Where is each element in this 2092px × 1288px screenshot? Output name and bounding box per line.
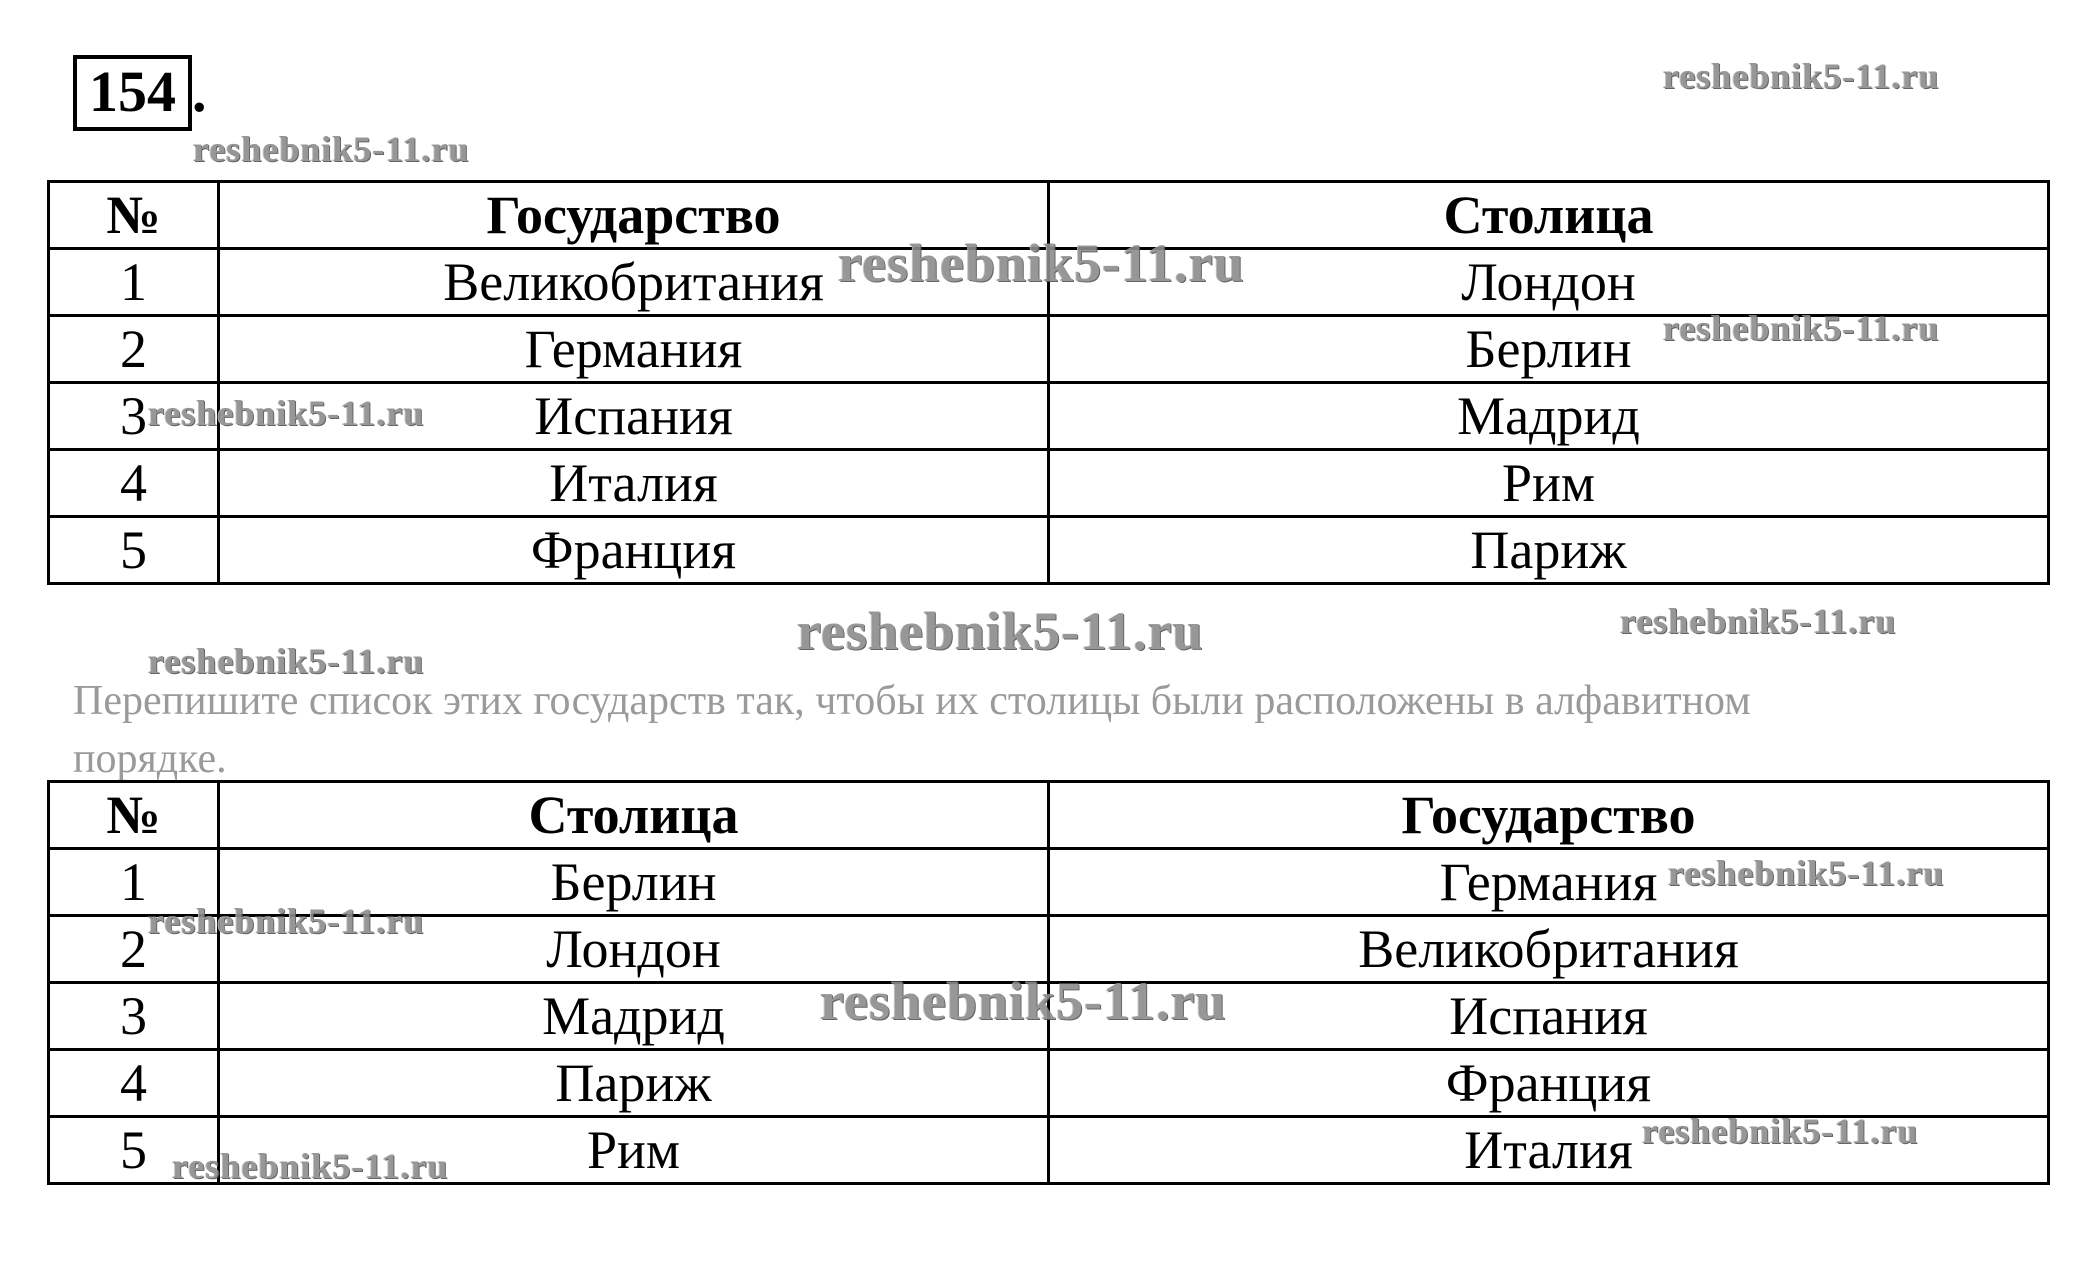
watermark: reshebnik5-11.ru [148, 901, 425, 941]
watermark: reshebnik5-11.ru [797, 601, 1204, 661]
header-capital: Столица [1049, 182, 2049, 249]
header-number: № [49, 182, 219, 249]
row-capital: Рим [219, 1117, 1049, 1184]
row-country: Испания [1049, 983, 2049, 1050]
row-country: Испания [219, 383, 1049, 450]
task-number-value: 154 [89, 59, 176, 124]
task-number-box [73, 55, 192, 131]
header-capital: Столица [219, 782, 1049, 849]
watermark: reshebnik5-11.ru [1642, 1111, 1919, 1151]
row-number: 1 [49, 249, 219, 316]
row-country: Великобритания [219, 249, 1049, 316]
row-country: Германия [219, 316, 1049, 383]
instruction-text: Перепишите список этих государств так, чтобы их столицы были расположены в алфавитном порядке. [73, 678, 1751, 782]
row-capital: Мадрид [219, 983, 1049, 1050]
watermark: reshebnik5-11.ru [172, 1146, 449, 1186]
row-country: Франция [219, 517, 1049, 584]
row-number: 5 [49, 1117, 219, 1184]
watermark: reshebnik5-11.ru [1663, 56, 1940, 96]
row-capital: Лондон [219, 916, 1049, 983]
row-number: 4 [49, 450, 219, 517]
row-number: 2 [49, 316, 219, 383]
table-row [49, 450, 2049, 517]
header-number: № [49, 782, 219, 849]
row-country: Германия [1049, 849, 2049, 916]
row-country: Италия [1049, 1117, 2049, 1184]
header-country: Государство [219, 182, 1049, 249]
watermark: reshebnik5-11.ru [1620, 601, 1897, 641]
watermark: reshebnik5-11.ru [148, 393, 425, 433]
task-number-dot: . [192, 59, 207, 124]
row-country: Франция [1049, 1050, 2049, 1117]
watermark: reshebnik5-11.ru [1668, 853, 1945, 893]
row-number: 1 [49, 849, 219, 916]
table-row [49, 1050, 2049, 1117]
row-number: 2 [49, 916, 219, 983]
watermark: reshebnik5-11.ru [193, 129, 470, 169]
row-capital: Париж [219, 1050, 1049, 1117]
watermark: reshebnik5-11.ru [820, 971, 1227, 1031]
watermark: reshebnik5-11.ru [838, 233, 1245, 293]
watermark: reshebnik5-11.ru [148, 641, 425, 681]
row-capital: Париж [1049, 517, 2049, 584]
row-capital: Берлин [1049, 316, 2049, 383]
row-capital: Мадрид [1049, 383, 2049, 450]
row-number: 4 [49, 1050, 219, 1117]
row-number: 5 [49, 517, 219, 584]
row-number: 3 [49, 383, 219, 450]
row-country: Италия [219, 450, 1049, 517]
header-country: Государство [1049, 782, 2049, 849]
table-header-row [49, 782, 2049, 849]
row-capital: Лондон [1049, 249, 2049, 316]
task-number [73, 55, 207, 131]
row-number: 3 [49, 983, 219, 1050]
row-country: Великобритания [1049, 916, 2049, 983]
watermark: reshebnik5-11.ru [1663, 308, 1940, 348]
table-row [49, 517, 2049, 584]
row-capital: Берлин [219, 849, 1049, 916]
row-capital: Рим [1049, 450, 2049, 517]
